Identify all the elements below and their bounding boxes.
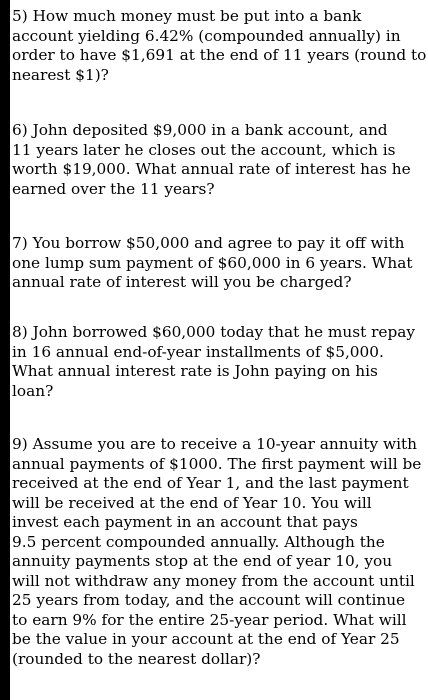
question-line: 9) Assume you are to receive a 10-year annuity with	[12, 435, 417, 453]
question-line: invest each payment in an account that pays	[12, 513, 358, 531]
question-line: annuity payments stop at the end of year 10, you	[12, 552, 393, 570]
document-page	[10, 0, 428, 700]
question-line: earned over the 11 years?	[12, 179, 215, 198]
question-line: What annual interest rate is John paying on his	[12, 362, 378, 380]
question-line: annual payments of $1000. The first payment will be	[12, 454, 422, 473]
question-line: will not withdraw any money from the account until	[12, 571, 415, 590]
question-line: nearest $1)?	[12, 65, 109, 84]
question-line: order to have $1,691 at the end of 11 years (round to	[12, 46, 427, 64]
question-line: 6) John deposited $9,000 in a bank account, and	[12, 121, 388, 139]
question-line: one lump sum payment of $60,000 in 6 years. What	[12, 253, 413, 272]
question-line: loan?	[12, 381, 54, 400]
question-line: annual rate of interest will you be charged?	[12, 273, 352, 291]
question-line: 5) How much money must be put into a bank	[12, 7, 362, 25]
question-9	[10, 435, 428, 669]
question-8	[10, 323, 428, 401]
question-line: 25 years from today, and the account will continue	[12, 591, 406, 609]
question-line: account yielding 6.42% (compounded annually) in	[12, 26, 401, 45]
question-5	[10, 7, 428, 85]
question-6	[10, 121, 428, 199]
question-line: to earn 9% for the entire 25-year period. What will	[12, 610, 407, 629]
question-line: 11 years later he closes out the account, which is	[12, 140, 396, 159]
question-line: 9.5 percent compounded annually. Although the	[12, 532, 385, 551]
question-line: 8) John borrowed $60,000 today that he must repay	[12, 323, 416, 341]
question-line: in 16 annual end-of-year installments of $5,000.	[12, 342, 384, 361]
question-line: will be received at the end of Year 10. You will	[12, 493, 372, 512]
question-line: worth $19,000. What annual rate of interest has he	[12, 160, 411, 178]
question-line: be the value in your account at the end of Year 25	[12, 630, 400, 648]
question-line: received at the end of Year 1, and the last payment	[12, 474, 409, 492]
question-line: (rounded to the nearest dollar)?	[12, 649, 261, 668]
question-7	[10, 234, 428, 293]
question-line: 7) You borrow $50,000 and agree to pay it off with	[12, 234, 405, 252]
